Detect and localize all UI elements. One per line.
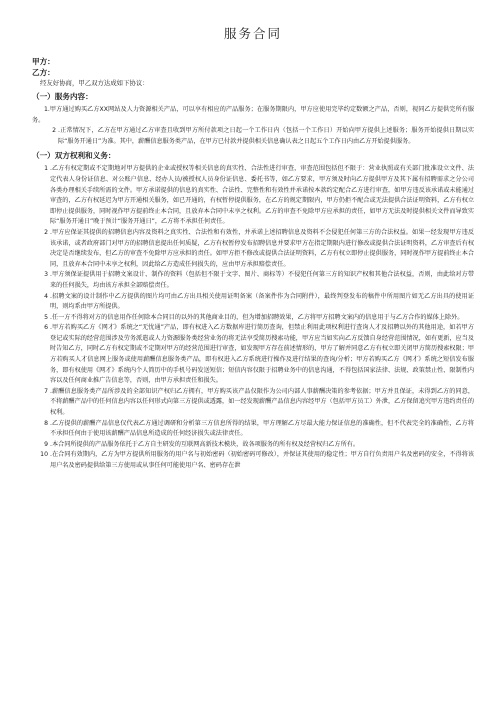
clause-text: .正常情况下，乙方在甲方通过乙方审查且收到甲方所付款项之日起一个工作日内（包括一个工作日）开始向甲方提供上述服务；服务开始提供日期以实际“服务开通日”为准。其中，薪酬信息服务类产品，在甲方已付款并提供相关信息确认表之日起五个工作日内由乙方开始提供服务。: [58, 127, 474, 145]
clause-text: .任一方不得将对方的信息用作任何除本合同目的以外的其他商业目的，但为增加招聘效果，乙方将甲方招聘文案内的信息用于与乙方合作的媒体上除外。: [50, 313, 464, 321]
rights-clause: [32, 164, 474, 228]
clause-text: .甲方应保证其提供的招聘信息内容及资料之真实性、合法性和有效性，并承诺上述招聘信息及资料不会侵犯任何第三方的合法权益。如果一经发现甲方违反该承诺，或者政府部门对甲方的招聘信息提出任何质疑，乙方有权暂停发布招聘信息并要求甲方在指定期限内进行修改或提供合法证明资料，乙方审查后有权决定是否继续发布，但乙方的审查不免除甲方应承担的责任。如甲方拒不修改或提供合法证明资料，乙方有权立即停止提供服务，同时视作甲方提前终止本合同，且放弃本合同中未享之权利，因此给乙方造成任何损失的，应由甲方承担赔偿责任。: [50, 228, 474, 268]
rights-clause: [32, 440, 474, 451]
clause-text: .招聘文案的设计制作中乙方提供的图片均可由乙方出具相关使用证明备案（备案件作为合同附件），最终判登发布的稿件中所用图片如无乙方出具的使用证明，则均系由甲方所提供。: [50, 292, 474, 311]
clause-number: 9: [44, 440, 48, 448]
clause-text: .甲方须保证提供用于招聘文案设计、制作的资料（包括但不限于文字、图片、商标等）不侵犯任何第三方的知识产权和其他合法权益，否则，由此给对方带来的任何损失，均由该方承担全部赔偿责任。: [50, 271, 474, 289]
party-b-label: 乙方：: [32, 68, 55, 77]
rights-clause: [32, 313, 474, 324]
clause-text: .乙方提供的薪酬产品信息仅代表乙方通过调研和分析第三方信息所得的结果，甲方理解乙方尽最大能力保证信息的准确性，但不代表完全的准确性，乙方将不承担任何由于使用该薪酬产品信息所造成的任何经济损失或法律责任。: [50, 419, 474, 438]
rights-clause: [32, 450, 474, 471]
clause-text: .薪酬信息服务类产品所涉及的全部知识产权归乙方拥有，甲方购买该产品仅限作为公司内部人事薪酬决策的参考依据；甲方并且保证，未得到乙方的同意，不将薪酬产品中的任何信息内容以任何形式向第三方提供或透露，如一经发现薪酬产品信息内容经甲方（包括甲方员工）外泄，乙方保留追究甲方违约责任的权利。: [50, 387, 474, 417]
clause-number: 2: [52, 127, 56, 135]
clause-number: 7: [44, 387, 48, 395]
clause-number: 4: [44, 292, 48, 300]
section-heading-rights-obligations: （一）双方权利和义务：: [32, 151, 116, 161]
clause-number: 5: [44, 313, 48, 321]
clause-text: .乙方有权定期或不定期地对甲方提供的企业或授权等相关信息的真实性、合法性进行审查，审查范围包括但不限于：营业执照或有关部门批准设立文件、法定代表人身份证信息、对公账户信息、经办人员/被授权人员身份证信息、委托书等，如乙方要求，甲方须及时向乙方提供甲方及其下属有招聘需求之分公司各类办理相关手续所需的文件。甲方承诺提供的信息的真实性、合法性、完整性和有效性并承诺按本款约定配合乙方进行审查，如甲方违反该承诺或未能通过审查的，乙方有权延迟为甲方开通相关服务，如已开通的，有权暂停提供服务，在乙方的规定期限内，甲方仍拒不配合或无法提供合法证明资料，乙方有权立即停止提供服务，同时视作甲方提前终止本合同，且放弃本合同中未享之权利。乙方的审查不免除甲方应承担的责任，如甲方无法及时提供相关文件而导致实际“服务开通日”晚于预计“服务开通日”，乙方将不承担任何责任。: [50, 165, 474, 226]
clause-text: .本合同所提供的产品服务依托于乙方自主研发的互联网高新技术模块，故各项服务的所有权及经营权归乙方所有。: [50, 440, 359, 448]
section-heading-service-content: （一）服务内容：: [32, 92, 93, 101]
clause-text: .在合同有效期内，乙方为甲方提供所用服务的用户名与初始密码（初始密码可修改），并保证其使用的稳定性；甲方自行负责用户名及密码的安全，不得将该用户名及密码提供给第三方使用或从事任何可能使用户名、密码存在泄: [50, 451, 474, 469]
clause-number: 2: [44, 228, 48, 236]
clause-number: 6: [44, 324, 48, 332]
service-clause-1: 1.甲方通过购买乙方XX网站及人力资源相关产品，可以享有相应的产品服务；在服务期限内，甲方应使用完毕约定数额之产品，否则，视同乙方提供完所有服务。: [32, 106, 474, 124]
clause-number: 3: [44, 271, 48, 279]
rights-clause: [32, 323, 474, 387]
clause-number: 10: [40, 451, 48, 459]
service-clause-2: [32, 126, 474, 147]
rights-clause: [32, 292, 474, 313]
clause-number: 8: [44, 419, 48, 427]
party-a-label: 甲方：: [32, 57, 55, 66]
rights-clause: [32, 419, 474, 440]
clause-text: .甲方若购买乙方《网才》系统之“无忧通”产品，即有权进入乙方数据库进行简历查询，但禁止利用此项权利进行查询人才及招聘以外的其他用途，如若甲方登记或实际的经营范围涉及劳务派遣或人力资源服务类经营业务的将无法享受简历搜索功能，甲方应当如实向乙方反馈自身经营范围情况，如有更新，应当及时告知乙方，同时乙方有权定期或不定期对甲方的经营范围进行审查，如发现甲方存在前述情形的，甲方了解并同意乙方有权立即关闭甲方简历搜索权限；甲方若购买人才信息网上服务或使用薪酬信息服务类产品，即有权进入乙方系统进行操作及进行结果的查询/分析；甲方若购买乙方《网才》系统之短信发布服务，即有权使用《网才》系统内个人简历中的手机号码发送短信；短信内容仅限于招聘业务中的信息沟通，不得包括国家法律、法规、政策禁止性、限制性内容以及任何商业推广告信息等，否则，由甲方承担责任和损失。: [50, 324, 474, 385]
intro-text: 经友好协商，甲乙双方达成如下协议：: [40, 79, 149, 87]
clause-number: 1: [44, 165, 48, 173]
rights-clause: [32, 228, 474, 270]
rights-clause: [32, 387, 474, 419]
document-title: 服务合同: [223, 26, 282, 41]
rights-clause: [32, 270, 474, 291]
